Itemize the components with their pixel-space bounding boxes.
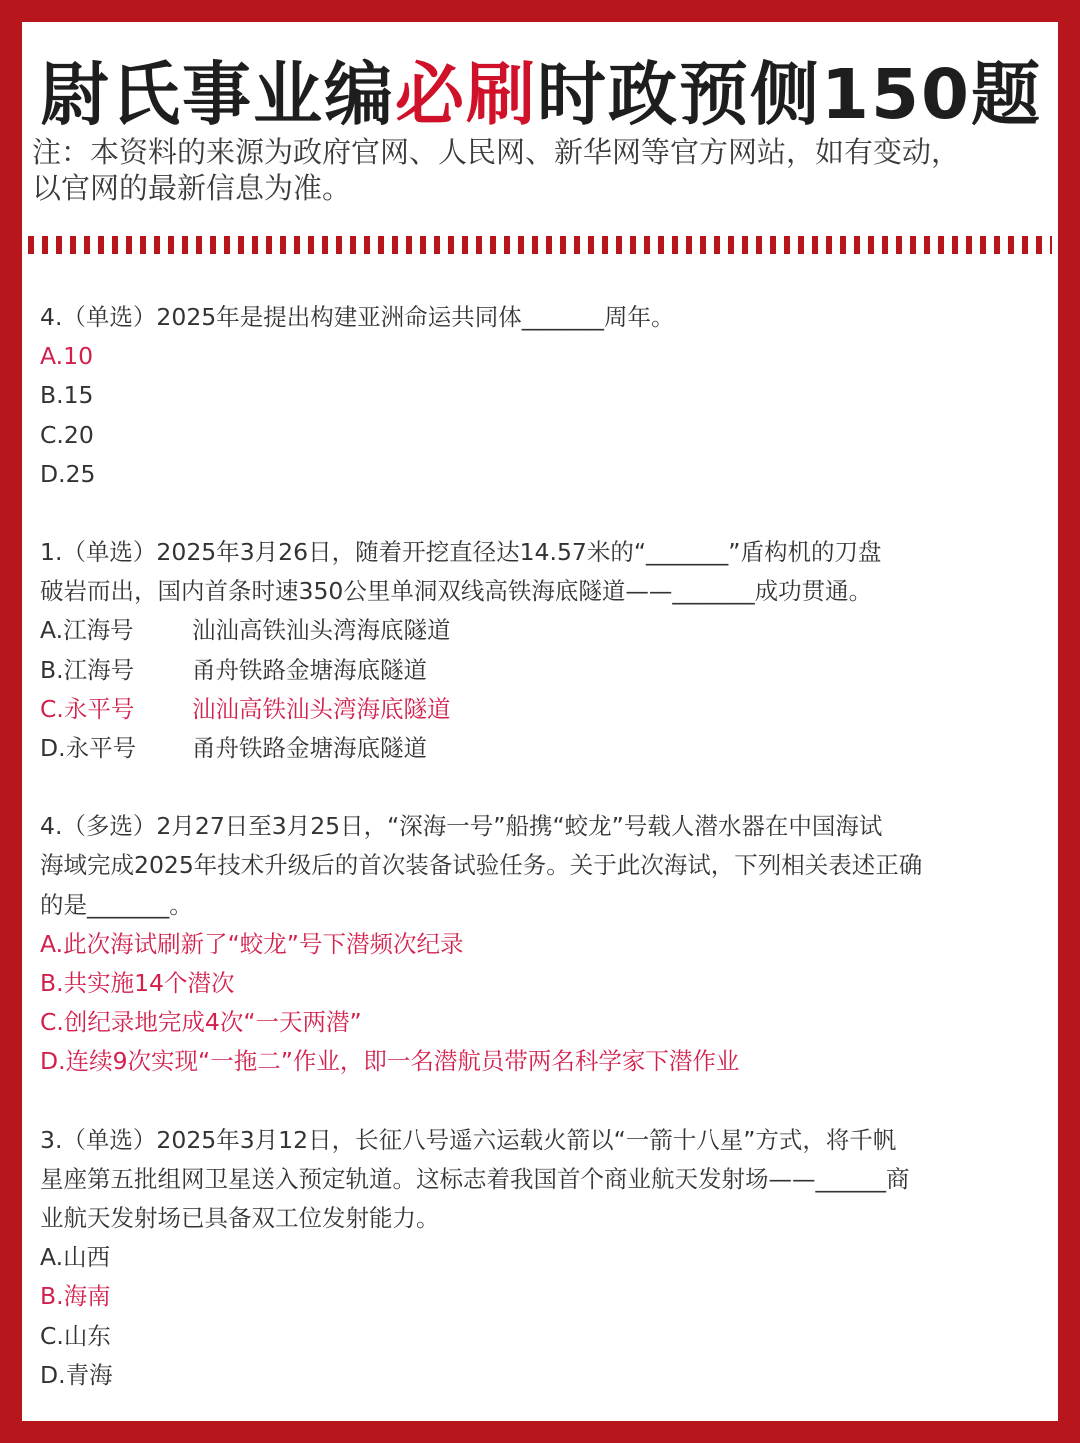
title-part-2: 时政预侧150题	[537, 55, 1043, 135]
question-block	[40, 807, 1050, 1081]
question-stem-line: 4.（多选）2月27日至3月25日，“深海一号”船携“蛟龙”号载人潜水器在中国海试	[40, 812, 883, 841]
question-stem-line: 的是_______。	[40, 890, 193, 919]
answer-option: C.山东	[40, 1321, 111, 1350]
correct-answer-option	[40, 690, 1050, 729]
question-stem-line: 破岩而出，国内首条时速350公里单洞双线高铁海底隧道——_______成功贯通。	[40, 577, 873, 606]
option-label: A.江海号	[40, 616, 134, 645]
option-detail: 汕汕高铁汕头湾海底隧道	[192, 694, 451, 723]
option-label: B.江海号	[40, 655, 135, 684]
question-list	[40, 298, 1050, 1434]
answer-option: D.青海	[40, 1360, 113, 1389]
answer-option	[40, 729, 1050, 768]
correct-answer-option: C.创纪录地完成4次“一天两潜”	[40, 1008, 362, 1037]
question-block	[40, 533, 1050, 768]
dashed-divider	[28, 236, 1052, 254]
answer-option: B.15	[40, 381, 94, 410]
answer-option: D.25	[40, 459, 96, 488]
question-block	[40, 1121, 1050, 1395]
correct-answer-option: B.海南	[40, 1282, 111, 1311]
question-stem-line: 业航天发射场已具备双工位发射能力。	[40, 1204, 440, 1233]
answer-option: A.山西	[40, 1243, 111, 1272]
title-accent: 必刷	[395, 55, 537, 135]
question-stem-line: 海域完成2025年技术升级后的首次装备试验任务。关于此次海试，下列相关表述正确	[40, 851, 923, 880]
option-detail: 汕汕高铁汕头湾海底隧道	[192, 616, 451, 645]
page-title	[40, 52, 1050, 138]
question-stem-line: 3.（单选）2025年3月12日，长征八号遥六运载火箭以“一箭十八星”方式，将千帆	[40, 1125, 897, 1154]
option-label: D.永平号	[40, 734, 137, 763]
correct-answer-option: A.10	[40, 342, 94, 371]
note-line-1: 注：本资料的来源为政府官网、人民网、新华网等官方网站，如有变动，	[32, 135, 961, 169]
question-stem-line: 星座第五批组网卫星送入预定轨道。这标志着我国首个商业航天发射场——______商	[40, 1164, 910, 1193]
title-part-1: 尉氏事业编	[40, 55, 395, 135]
question-stem-line: 1.（单选）2025年3月26日，随着开挖直径达14.57米的“_______”盾构机的刀盘	[40, 538, 882, 567]
question-stem-line: 4.（单选）2025年是提出构建亚洲命运共同体_______周年。	[40, 303, 675, 331]
correct-answer-option: D.连续9次实现“一拖二”作业，即一名潜航员带两名科学家下潜作业	[40, 1047, 740, 1076]
question-block	[40, 298, 1050, 494]
option-detail: 甬舟铁路金塘海底隧道	[192, 734, 427, 763]
note-line-2: 以官网的最新信息为准。	[32, 171, 352, 205]
correct-answer-option: A.此次海试刷新了“蛟龙”号下潜频次纪录	[40, 929, 464, 958]
answer-option	[40, 611, 1050, 650]
correct-answer-option: B.共实施14个潜次	[40, 969, 235, 998]
option-detail: 甬舟铁路金塘海底隧道	[192, 655, 427, 684]
source-note	[32, 134, 1052, 206]
option-label: C.永平号	[40, 694, 135, 723]
answer-option	[40, 651, 1050, 690]
answer-option: C.20	[40, 420, 94, 449]
document-card	[22, 22, 1058, 1421]
